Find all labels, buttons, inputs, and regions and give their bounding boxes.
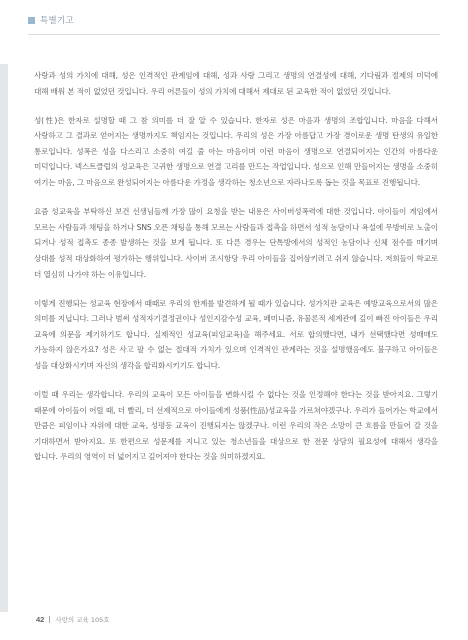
side-accent-bar: [0, 64, 8, 612]
section-marker-icon: [28, 17, 35, 24]
section-label: 특별기고: [40, 16, 75, 26]
page-header: [28, 12, 74, 28]
footer-divider: [49, 616, 50, 623]
publication-title: 사랑의 교육 105호: [55, 616, 110, 624]
paragraph-4: 이렇게 진행되는 성교육 현장에서 때때로 우리의 한계를 발견하게 될 때가 있습니다. 성가치관 교육은 예방교육으로서의 많은 의미를 지닙니다. 그러나 범써 성적자기결정권이나 성인지감수성 교육, 페미니즘, 유물론적 세계관에 깊이 빠진 아이들은 우리 교육에 의문을 제기하기도 합니다. 실제적인 성교육(피임교육)을 해주세요. 서로 합의했다면, 내가 선택했다면 성매매도 가능하지 않은가요? 성은 사고 팔 수 없는 절대적 가치가 있으며 인격적인 관계라는 것을 설명했음에도 불구하고 아이들은 성을 대상화시키며 자신의 생각을 합리화시키기도 합니다.: [34, 298, 438, 370]
page-footer: [36, 615, 110, 624]
page-number: 42: [36, 615, 45, 624]
header-divider: [28, 34, 440, 35]
paragraph-3: 요즘 성교육을 부탁하신 보건 선생님들께 가장 많이 요청을 받는 내용은 사이버성폭력에 대한 것입니다. 아이들이 게임에서 모르는 사람들과 채팅을 하거나 SNS 오픈 채팅을 통해 모르는 사람들과 접촉을 하면서 성적 농담이나 욕설에 무방비로 노출이 되거나 성적 접촉도 종종 발생하는 것을 보게 됩니다. 또 다른 경우는 단톡방에서의 성적인 농담이나 신체 점수를 매기며 상대를 성적 대상화하여 평가하는 행위입니다. 사이버 조시항당 우리 아이들을 집어삼키려고 쉬지 않습니다. 저희들이 학교로 더 열심히 나가야 하는 이유입니다.: [34, 207, 438, 279]
paragraph-2: 성(性)은 한자로 설명할 때 그 참 의미를 더 잘 알 수 있습니다. 한자로 성은 마음과 생명의 조합입니다. 마음을 다해서 사랑하고 그 결과로 얻어지는 생명까지도 책임지는 것입니다. 우리의 성은 가장 아름답고 가장 경이로운 생명 탄생의 유일한 통로입니다. 성폭은 성을 다스리고 소중히 여길 줄 아는 마음이며 이런 마음이 생명으로 연결되어지는 인간의 아름다운 미덕입니다. 넥스트클럽의 성교육은 고귀한 생명으로 연결 고리를 만드는 작업입니다. 성으로 인해 만들어지는 생명을 소중히 여기는 마음, 그 마음으로 완성되어지는 아름다운 가정을 생각하는 청소년으로 자라나도록 돕는 것을 목표로 진행됩니다.: [34, 115, 438, 188]
article-body: [34, 68, 438, 479]
paragraph-5: 이럴 때 우리는 생각합니다. 우리의 교육이 모든 아이들을 변화시킬 수 없다는 것을 인정해야 한다는 것을 받아지요. 그렇기 때문에 아이들이 어릴 때, 더 빨리, 더 선제적으로 아이들에게 성품(性品)성교육을 가르쳐야겠구나. 우리가 들어가는 학교에서 만큼은 피임이나 자위에 대한 교육, 성평등 교육이 진행되지는 않겠구나. 이런 우리의 작은 소망이 큰 흐름을 만들어 갈 것을 기대하면서 받아지요. 또 한편으로 성문제를 지니고 있는 청소년들을 대상으로 한 전문 상담의 필요성에 대해서 생각을 합니다. 우리의 영역이 더 넓어지고 깊어져야 한다는 것을 의미하겠지요.: [34, 390, 438, 462]
paragraph-1: 사랑과 성의 가치에 대해, 성은 인격적인 관계임에 대해, 성과 사랑 그리고 생명의 연결성에 대해, 기다림과 절제의 미덕에 대해 배워 본 적이 없었던 것입니다. 우리 어른들이 성의 가치에 대해서 제대로 된 교육한 적이 없었던 것입니다.: [34, 71, 438, 96]
